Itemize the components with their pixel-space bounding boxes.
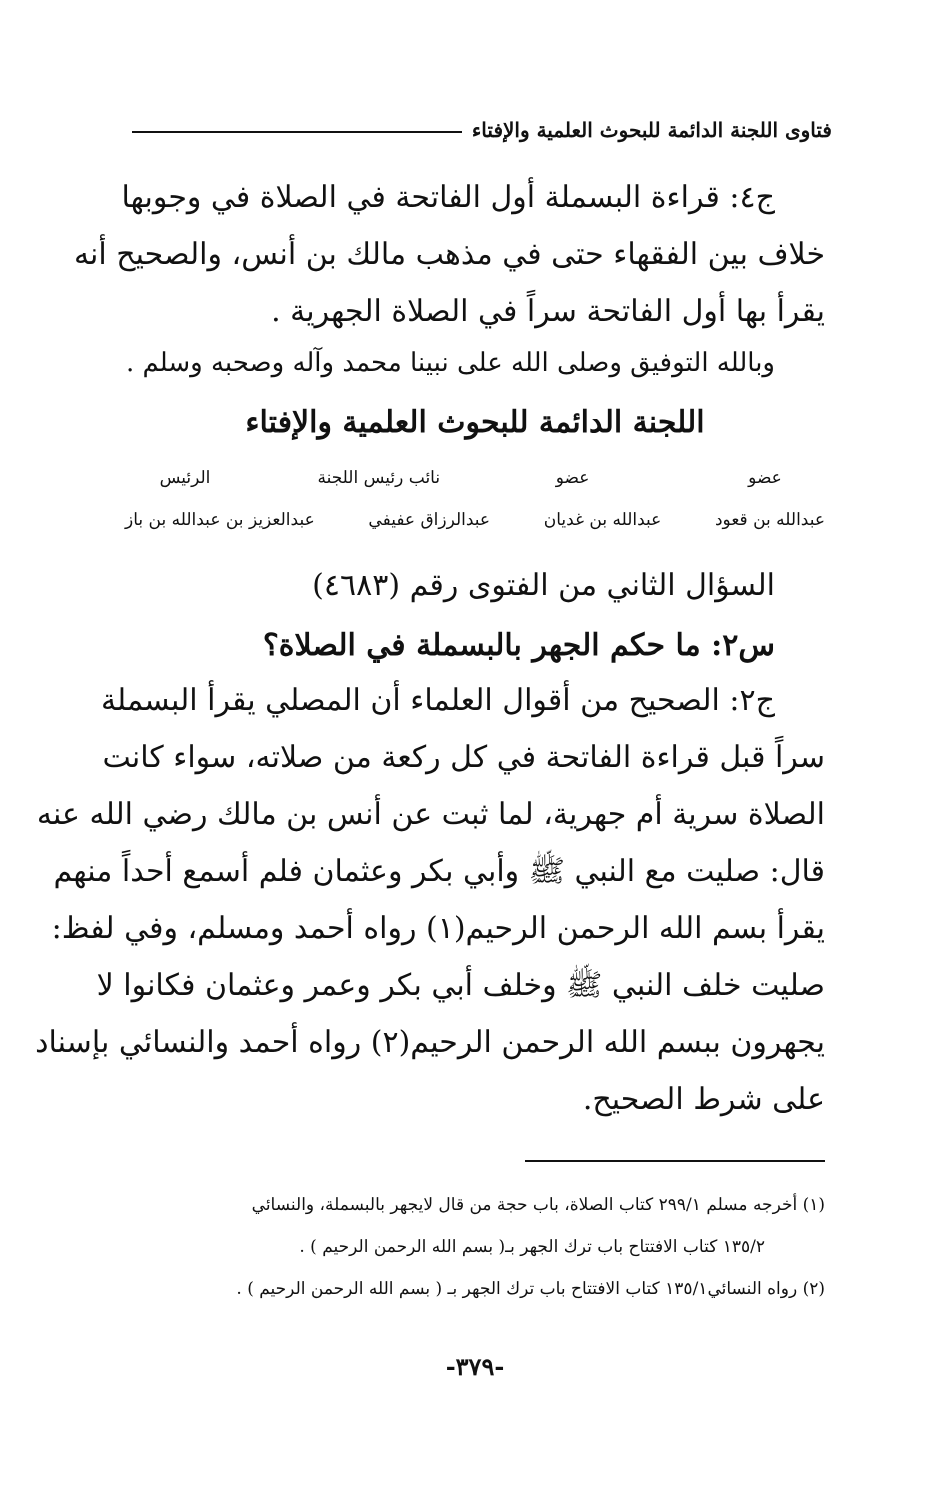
answer2-line-7: يجهرون ببسم الله الرحمن الرحيم(٢) رواه أحمد والنسائي بإسناد <box>35 1025 825 1060</box>
signatory-title: عضو <box>748 468 782 488</box>
closing-formula: وبالله التوفيق وصلى الله على نبينا محمد وآله وصحبه وسلم . <box>125 348 775 378</box>
footnote-1-line-2: ١٣٥/٢ كتاب الافتتاح باب ترك الجهر بـ( بسم الله الرحمن الرحيم ) . <box>299 1237 765 1257</box>
signatory-title: عضو <box>555 468 590 488</box>
running-head-rule <box>132 131 462 133</box>
question-reference: السؤال الثاني من الفتوى رقم (٤٦٨٣) <box>312 568 775 603</box>
answer2-line-6: صليت خلف النبي ﷺ وخلف أبي بكر وعمر وعثمان فكانوا لا <box>96 968 825 1003</box>
signatory-name: عبدالله بن غديان <box>543 510 662 530</box>
question-text: س٢: ما حكم الجهر بالبسملة في الصلاة؟ <box>262 628 775 663</box>
signatory-name: عبدالله بن قعود <box>714 510 825 530</box>
signatory-names <box>125 510 825 530</box>
answer4-line-1: ج٤: قراءة البسملة أول الفاتحة في الصلاة في وجوبها <box>121 180 775 215</box>
page-number: -٣٧٩- <box>445 1352 505 1381</box>
signatory-name: عبدالرزاق عفيفي <box>368 510 491 530</box>
committee-title: اللجنة الدائمة للبحوث العلمية والإفتاء <box>245 405 705 440</box>
answer2-line-3: الصلاة سرية أم جهرية، لما ثبت عن أنس بن مالك رضي الله عنه <box>36 797 825 832</box>
signatory-title: الرئيس <box>159 468 211 488</box>
footnote-1-line-1: (١) أخرجه مسلم ٢٩٩/١ كتاب الصلاة، باب حجة من قال لايجهر بالبسملة، والنسائي <box>251 1195 825 1215</box>
answer2-line-8: على شرط الصحيح. <box>582 1082 825 1117</box>
answer2-line-2: سراً قبل قراءة الفاتحة في كل ركعة من صلاته، سواء كانت <box>102 740 825 775</box>
answer2-line-1: ج٢: الصحيح من أقوال العلماء أن المصلي يقرأ البسملة <box>100 683 775 718</box>
answer2-line-4: قال: صليت مع النبي ﷺ وأبي بكر وعثمان فلم أسمع أحداً منهم <box>53 854 825 889</box>
footnote-2: (٢) رواه النسائي١٣٥/١ كتاب الافتتاح باب ترك الجهر بـ ( بسم الله الرحمن الرحيم ) . <box>236 1279 825 1299</box>
signatory-titles <box>125 468 825 488</box>
footnote-separator <box>525 1160 825 1162</box>
answer2-line-5: يقرأ بسم الله الرحمن الرحيم(١) رواه أحمد ومسلم، وفي لفظ: <box>51 911 825 946</box>
signatory-title: نائب رئيس اللجنة <box>317 468 441 488</box>
answer4-line-3: يقرأ بها أول الفاتحة سراً في الصلاة الجهرية . <box>271 294 825 329</box>
signatory-name: عبدالعزيز بن عبدالله بن باز <box>125 510 315 530</box>
running-head-title: فتاوى اللجنة الدائمة للبحوث العلمية والإفتاء <box>471 118 832 142</box>
answer4-line-2: خلاف بين الفقهاء حتى في مذهب مالك بن أنس، والصحيح أنه <box>73 237 825 272</box>
running-head <box>132 118 832 142</box>
